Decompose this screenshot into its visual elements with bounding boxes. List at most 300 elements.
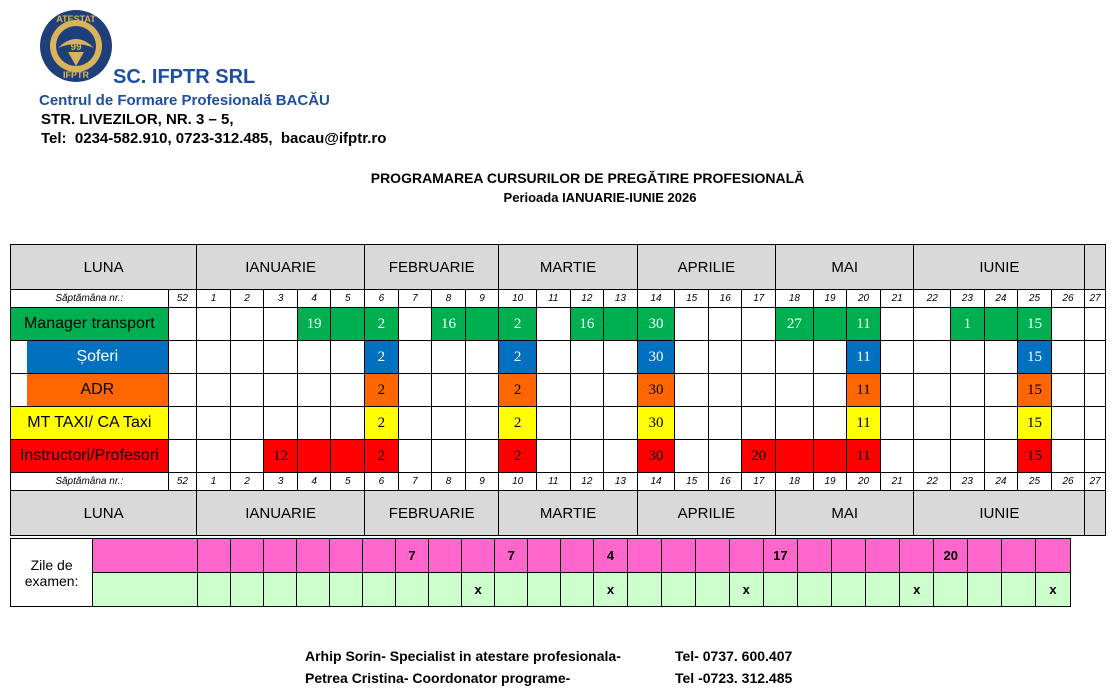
week-number: 19 xyxy=(813,473,847,491)
course-date-cell xyxy=(1085,440,1106,473)
course-date-cell xyxy=(708,374,742,407)
company-address: STR. LIVEZILOR, NR. 3 – 5, xyxy=(41,111,234,128)
exam-date-cell xyxy=(329,539,362,573)
week-number: 21 xyxy=(880,473,914,491)
exam-mark-cell xyxy=(495,573,528,607)
course-date-cell: 2 xyxy=(499,308,537,341)
week-number: 14 xyxy=(637,473,675,491)
course-date-cell xyxy=(1051,407,1085,440)
contact-name: Arhip Sorin- Specialist in atestare profesionala- xyxy=(305,648,621,664)
week-number: 20 xyxy=(847,473,881,491)
course-date-cell xyxy=(331,308,365,341)
week-number: 18 xyxy=(776,473,814,491)
course-date-cell: 15 xyxy=(1018,374,1052,407)
course-date-cell: 19 xyxy=(297,308,331,341)
course-date-cell xyxy=(708,440,742,473)
week-number: 7 xyxy=(398,290,432,308)
exam-mark-cell xyxy=(395,573,428,607)
course-date-cell: 30 xyxy=(637,308,675,341)
exam-date-cell xyxy=(729,539,763,573)
course-date-cell: 30 xyxy=(637,374,675,407)
course-date-cell xyxy=(742,308,776,341)
course-date-cell xyxy=(813,374,847,407)
course-name: Manager transport xyxy=(11,308,168,340)
exam-date-cell: 20 xyxy=(934,539,968,573)
week-number: 16 xyxy=(708,473,742,491)
course-date-cell: 2 xyxy=(499,374,537,407)
week-number: 25 xyxy=(1018,290,1052,308)
course-date-cell: 15 xyxy=(1018,308,1052,341)
course-date-cell xyxy=(914,440,951,473)
month-header-label: LUNA xyxy=(11,491,197,536)
course-date-cell xyxy=(331,440,365,473)
week-number: 19 xyxy=(813,290,847,308)
month-header: APRILIE xyxy=(637,245,775,290)
month-header: MAI xyxy=(776,491,914,536)
week-number: 26 xyxy=(1051,290,1085,308)
course-date-cell xyxy=(776,407,814,440)
course-date-cell xyxy=(168,440,197,473)
course-date-cell xyxy=(331,341,365,374)
company-subtitle: Centrul de Formare Profesională BACĂU xyxy=(39,92,330,109)
exam-date-cell xyxy=(866,539,900,573)
course-row xyxy=(11,308,1106,341)
exam-mark-cell xyxy=(763,573,797,607)
exam-date-cell xyxy=(900,539,934,573)
month-header: IANUARIE xyxy=(197,491,365,536)
course-date-cell xyxy=(230,341,264,374)
month-header: MARTIE xyxy=(499,491,637,536)
week-number: 9 xyxy=(465,473,499,491)
course-date-cell xyxy=(604,440,638,473)
exam-mark-cell: x xyxy=(729,573,763,607)
exam-date-cell xyxy=(561,539,594,573)
course-date-cell xyxy=(465,374,499,407)
bottom-week-row xyxy=(11,473,1106,491)
week-number: 6 xyxy=(365,473,399,491)
course-date-cell xyxy=(1051,440,1085,473)
course-date-cell: 2 xyxy=(365,407,399,440)
exam-mark-cell: x xyxy=(1036,573,1070,607)
course-name: MT TAXI/ CA Taxi xyxy=(11,407,168,439)
course-date-cell xyxy=(951,374,985,407)
week-number: 13 xyxy=(604,473,638,491)
week-number: 2 xyxy=(230,473,264,491)
course-date-cell xyxy=(984,374,1018,407)
exam-mark-cell xyxy=(197,573,230,607)
week-number-label: Săptămâna nr.: xyxy=(11,473,169,491)
exam-marks-row xyxy=(11,573,1106,607)
course-date-cell xyxy=(776,374,814,407)
course-date-cell xyxy=(675,341,709,374)
week-number: 12 xyxy=(570,290,604,308)
course-date-cell: 11 xyxy=(847,440,881,473)
exam-date-cell xyxy=(263,539,296,573)
week-number: 23 xyxy=(951,290,985,308)
course-date-cell: 16 xyxy=(570,308,604,341)
course-date-cell xyxy=(331,407,365,440)
exam-mark-cell xyxy=(429,573,462,607)
exam-date-cell xyxy=(462,539,495,573)
week-number: 52 xyxy=(168,290,197,308)
course-date-cell xyxy=(230,440,264,473)
week-number: 23 xyxy=(951,473,985,491)
course-date-cell xyxy=(742,341,776,374)
week-number: 11 xyxy=(537,290,571,308)
exam-mark-cell: x xyxy=(900,573,934,607)
week-number: 8 xyxy=(432,290,466,308)
course-row xyxy=(11,374,1106,407)
course-date-cell: 20 xyxy=(742,440,776,473)
course-date-cell xyxy=(537,440,571,473)
contact-line xyxy=(305,670,792,686)
company-contact: Tel: 0234-582.910, 0723-312.485, bacau@ifptr.ro xyxy=(41,130,387,147)
course-date-cell xyxy=(914,374,951,407)
exam-mark-cell xyxy=(1002,573,1036,607)
week-number: 8 xyxy=(432,473,466,491)
course-date-cell xyxy=(951,407,985,440)
course-date-cell xyxy=(604,407,638,440)
contact-name: Petrea Cristina- Coordonator programe- xyxy=(305,670,571,686)
exam-date-cell xyxy=(968,539,1002,573)
exam-date-cell xyxy=(661,539,695,573)
course-date-cell xyxy=(1085,308,1106,341)
exam-mark-cell xyxy=(831,573,865,607)
course-date-cell xyxy=(1085,341,1106,374)
course-date-cell xyxy=(604,341,638,374)
course-date-cell xyxy=(708,341,742,374)
week-number: 11 xyxy=(537,473,571,491)
course-date-cell xyxy=(168,374,197,407)
course-name-cell xyxy=(11,374,169,407)
week-number: 10 xyxy=(499,473,537,491)
course-date-cell xyxy=(537,407,571,440)
course-date-cell xyxy=(432,341,466,374)
contact-phone: Tel- 0737. 600.407 xyxy=(675,648,793,664)
exam-mark-cell xyxy=(528,573,561,607)
course-date-cell xyxy=(537,341,571,374)
exam-date-cell: 17 xyxy=(763,539,797,573)
course-date-cell xyxy=(813,440,847,473)
week-number: 18 xyxy=(776,290,814,308)
week-number: 52 xyxy=(168,473,197,491)
course-date-cell xyxy=(465,308,499,341)
course-date-cell: 11 xyxy=(847,407,881,440)
course-date-cell xyxy=(197,407,231,440)
month-header: MARTIE xyxy=(499,245,637,290)
week-number: 15 xyxy=(675,473,709,491)
exam-days-label: Zile de examen: xyxy=(11,539,93,607)
course-date-cell xyxy=(465,407,499,440)
exam-mark-cell xyxy=(934,573,968,607)
ifptr-logo xyxy=(38,8,114,84)
company-name: SC. IFPTR SRL xyxy=(113,66,256,88)
exam-date-cell xyxy=(1002,539,1036,573)
course-date-cell xyxy=(880,308,914,341)
course-date-cell: 11 xyxy=(847,308,881,341)
exam-mark-cell xyxy=(93,573,197,607)
course-date-cell xyxy=(604,374,638,407)
course-date-cell xyxy=(168,341,197,374)
course-date-cell xyxy=(880,440,914,473)
course-date-cell xyxy=(914,407,951,440)
course-date-cell xyxy=(951,440,985,473)
course-name-cell xyxy=(11,440,169,473)
course-date-cell xyxy=(708,407,742,440)
exam-date-cell xyxy=(362,539,395,573)
course-date-cell: 12 xyxy=(264,440,298,473)
exam-mark-cell xyxy=(561,573,594,607)
course-date-cell xyxy=(297,440,331,473)
course-date-cell xyxy=(742,407,776,440)
logo-text-bottom: IFPTR xyxy=(63,70,89,80)
exam-date-cell xyxy=(831,539,865,573)
course-date-cell: 2 xyxy=(365,341,399,374)
course-date-cell: 2 xyxy=(365,308,399,341)
course-schedule-table xyxy=(10,244,1106,536)
month-header: IUNIE xyxy=(914,245,1085,290)
course-date-cell xyxy=(675,308,709,341)
exam-date-cell xyxy=(797,539,831,573)
course-row xyxy=(11,440,1106,473)
exam-mark-cell: x xyxy=(462,573,495,607)
exam-mark-cell xyxy=(661,573,695,607)
document-title: PROGRAMAREA CURSURILOR DE PREGĂTIRE PROFESIONALĂ xyxy=(370,170,805,186)
course-date-cell xyxy=(465,341,499,374)
course-date-cell xyxy=(570,374,604,407)
course-date-cell xyxy=(742,374,776,407)
week-number: 3 xyxy=(264,473,298,491)
course-date-cell xyxy=(230,308,264,341)
week-number: 7 xyxy=(398,473,432,491)
exam-date-cell xyxy=(93,539,197,573)
exam-mark-cell xyxy=(329,573,362,607)
week-number: 27 xyxy=(1085,473,1106,491)
exam-mark-cell: x xyxy=(594,573,627,607)
course-date-cell: 30 xyxy=(637,407,675,440)
logo-number: 99 xyxy=(70,42,82,53)
course-name: ADR xyxy=(27,374,168,406)
course-date-cell xyxy=(398,374,432,407)
course-date-cell xyxy=(675,440,709,473)
week-number: 12 xyxy=(570,473,604,491)
course-date-cell xyxy=(432,407,466,440)
course-name-cell xyxy=(11,407,169,440)
week-number: 4 xyxy=(297,290,331,308)
course-date-cell xyxy=(604,308,638,341)
week-number: 9 xyxy=(465,290,499,308)
course-date-cell xyxy=(914,341,951,374)
course-date-cell: 11 xyxy=(847,341,881,374)
week-number: 1 xyxy=(197,290,231,308)
course-date-cell xyxy=(398,440,432,473)
course-date-cell xyxy=(230,407,264,440)
course-date-cell xyxy=(813,407,847,440)
bottom-month-row xyxy=(11,491,1106,536)
course-date-cell xyxy=(914,308,951,341)
course-name-cell xyxy=(11,341,169,374)
week-number: 10 xyxy=(499,290,537,308)
course-name: Instructori/Profesori xyxy=(11,440,168,472)
document-period: Perioada IANUARIE-IUNIE 2026 xyxy=(503,190,697,205)
week-number: 13 xyxy=(604,290,638,308)
exam-mark-cell xyxy=(263,573,296,607)
exam-date-cell xyxy=(197,539,230,573)
course-date-cell xyxy=(708,308,742,341)
course-date-cell xyxy=(168,407,197,440)
course-date-cell xyxy=(570,341,604,374)
month-header-end xyxy=(1085,491,1106,536)
course-date-cell xyxy=(951,341,985,374)
week-number: 25 xyxy=(1018,473,1052,491)
course-date-cell xyxy=(1051,374,1085,407)
course-date-cell xyxy=(264,341,298,374)
course-date-cell xyxy=(264,308,298,341)
course-date-cell xyxy=(570,440,604,473)
course-date-cell xyxy=(197,440,231,473)
month-header: IANUARIE xyxy=(197,245,365,290)
contact-line xyxy=(305,648,792,664)
week-number: 2 xyxy=(230,290,264,308)
course-date-cell xyxy=(398,308,432,341)
course-date-cell: 2 xyxy=(365,374,399,407)
course-date-cell: 30 xyxy=(637,341,675,374)
exam-mark-cell xyxy=(866,573,900,607)
exam-dates-row xyxy=(11,539,1106,573)
week-number: 21 xyxy=(880,290,914,308)
week-number: 1 xyxy=(197,473,231,491)
course-date-cell xyxy=(1051,308,1085,341)
course-date-cell xyxy=(398,341,432,374)
exam-date-cell xyxy=(695,539,729,573)
week-number: 22 xyxy=(914,290,951,308)
week-number: 14 xyxy=(637,290,675,308)
week-number: 26 xyxy=(1051,473,1085,491)
exam-date-cell: 7 xyxy=(395,539,428,573)
course-date-cell xyxy=(297,341,331,374)
course-date-cell: 1 xyxy=(951,308,985,341)
course-date-cell xyxy=(776,440,814,473)
course-date-cell xyxy=(776,341,814,374)
course-date-cell: 2 xyxy=(365,440,399,473)
course-date-cell: 16 xyxy=(432,308,466,341)
course-date-cell xyxy=(331,374,365,407)
course-date-cell: 11 xyxy=(847,374,881,407)
course-name: Șoferi xyxy=(27,341,168,373)
month-header: MAI xyxy=(776,245,914,290)
course-date-cell: 2 xyxy=(499,341,537,374)
course-row xyxy=(11,341,1106,374)
month-header: FEBRUARIE xyxy=(365,245,499,290)
course-date-cell xyxy=(264,407,298,440)
exam-mark-cell xyxy=(797,573,831,607)
course-date-cell xyxy=(297,407,331,440)
exam-date-cell: 4 xyxy=(594,539,627,573)
top-month-row xyxy=(11,245,1106,290)
exam-date-cell xyxy=(627,539,661,573)
course-date-cell: 15 xyxy=(1018,440,1052,473)
course-date-cell xyxy=(880,341,914,374)
course-date-cell xyxy=(880,374,914,407)
course-date-cell xyxy=(465,440,499,473)
course-date-cell xyxy=(675,407,709,440)
exam-date-cell xyxy=(230,539,263,573)
exam-date-cell xyxy=(296,539,329,573)
course-date-cell xyxy=(168,308,197,341)
course-date-cell xyxy=(813,341,847,374)
course-date-cell xyxy=(197,374,231,407)
course-date-cell xyxy=(984,440,1018,473)
week-number: 24 xyxy=(984,473,1018,491)
course-date-cell: 2 xyxy=(499,407,537,440)
week-number: 5 xyxy=(331,473,365,491)
course-date-cell: 2 xyxy=(499,440,537,473)
exam-date-cell xyxy=(528,539,561,573)
course-date-cell xyxy=(537,308,571,341)
course-date-cell xyxy=(675,374,709,407)
course-date-cell xyxy=(197,341,231,374)
course-date-cell: 15 xyxy=(1018,407,1052,440)
exam-days-table xyxy=(10,538,1106,607)
course-date-cell xyxy=(230,374,264,407)
exam-mark-cell xyxy=(968,573,1002,607)
week-number: 27 xyxy=(1085,290,1106,308)
course-date-cell xyxy=(1051,341,1085,374)
course-date-cell xyxy=(570,407,604,440)
course-name-cell xyxy=(11,308,169,341)
week-number: 3 xyxy=(264,290,298,308)
exam-mark-cell xyxy=(627,573,661,607)
course-date-cell: 15 xyxy=(1018,341,1052,374)
course-date-cell xyxy=(398,407,432,440)
exam-mark-cell xyxy=(230,573,263,607)
course-date-cell: 30 xyxy=(637,440,675,473)
exam-date-cell xyxy=(429,539,462,573)
exam-date-cell: 7 xyxy=(495,539,528,573)
week-number: 22 xyxy=(914,473,951,491)
course-row xyxy=(11,407,1106,440)
week-number: 15 xyxy=(675,290,709,308)
course-date-cell xyxy=(264,374,298,407)
week-number: 17 xyxy=(742,290,776,308)
course-date-cell xyxy=(984,407,1018,440)
course-date-cell xyxy=(1085,407,1106,440)
week-number: 6 xyxy=(365,290,399,308)
course-date-cell xyxy=(297,374,331,407)
month-header-label: LUNA xyxy=(11,245,197,290)
top-week-row xyxy=(11,290,1106,308)
week-number: 17 xyxy=(742,473,776,491)
exam-mark-cell xyxy=(695,573,729,607)
week-number-label: Săptămâna nr.: xyxy=(11,290,169,308)
course-date-cell xyxy=(432,374,466,407)
course-date-cell xyxy=(880,407,914,440)
exam-mark-cell xyxy=(296,573,329,607)
exam-date-cell xyxy=(1036,539,1070,573)
course-date-cell xyxy=(984,341,1018,374)
exam-mark-cell xyxy=(362,573,395,607)
week-number: 24 xyxy=(984,290,1018,308)
course-date-cell: 27 xyxy=(776,308,814,341)
course-date-cell xyxy=(432,440,466,473)
month-header: FEBRUARIE xyxy=(365,491,499,536)
month-header: APRILIE xyxy=(637,491,775,536)
month-header: IUNIE xyxy=(914,491,1085,536)
month-header-end xyxy=(1085,245,1106,290)
logo-text-top: ATEȘTAT xyxy=(56,14,96,24)
contact-phone: Tel -0723. 312.485 xyxy=(675,670,793,686)
week-number: 4 xyxy=(297,473,331,491)
